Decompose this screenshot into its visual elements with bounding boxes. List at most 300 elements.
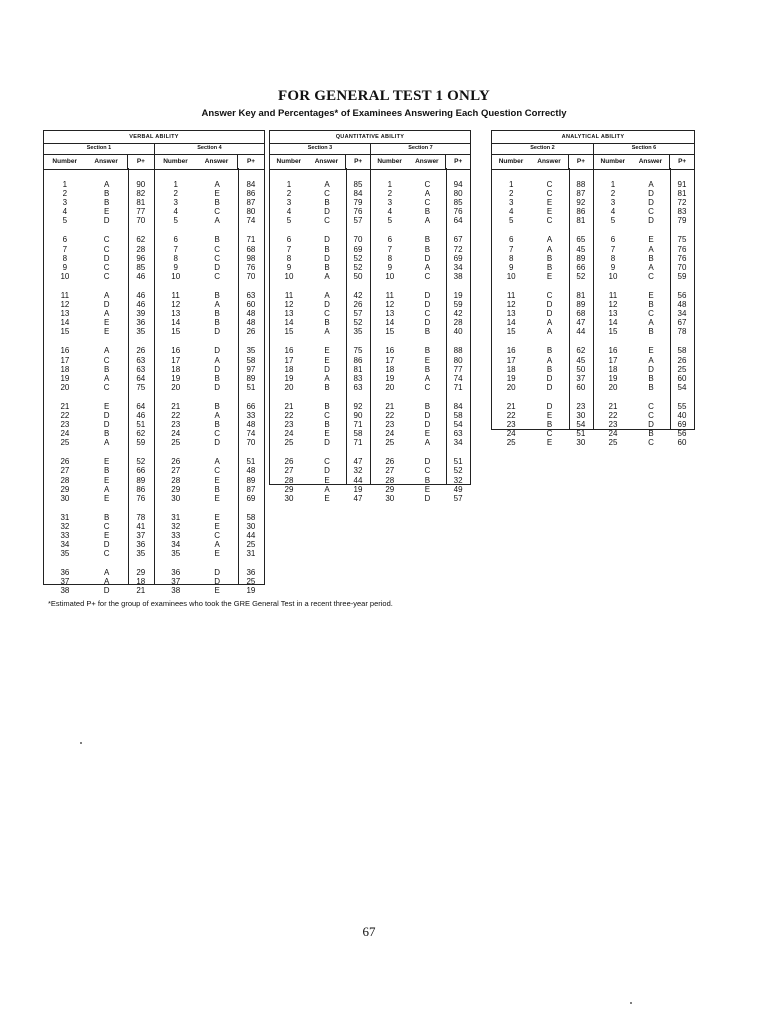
answer-letter: B	[424, 364, 431, 374]
answer-row	[44, 189, 154, 198]
question-number: 5	[62, 216, 68, 226]
answer-letter: D	[214, 568, 220, 578]
answer-row	[155, 346, 264, 355]
question-number: 2	[286, 189, 292, 199]
question-number: 18	[506, 364, 516, 374]
answer-letter: A	[104, 568, 110, 578]
answer-letter: B	[214, 309, 220, 319]
question-number: 15	[171, 327, 181, 337]
question-number: 29	[385, 484, 395, 494]
answer-row	[44, 577, 154, 586]
question-number: 8	[62, 253, 68, 263]
p-plus-value: 51	[136, 420, 146, 430]
p-plus-value: 40	[677, 410, 687, 420]
answer-letter: D	[546, 309, 553, 319]
question-number: 28	[385, 475, 395, 485]
p-plus-value: 89	[136, 475, 146, 485]
question-number: 5	[173, 216, 178, 226]
answer-row	[155, 263, 264, 272]
answer-row	[155, 383, 264, 392]
answer-letter: A	[104, 577, 110, 587]
p-plus-value: 57	[453, 493, 463, 503]
answer-row	[44, 263, 154, 272]
question-number: 11	[385, 290, 394, 300]
answer-row	[155, 577, 264, 586]
answer-row	[594, 235, 694, 244]
answer-letter: B	[214, 373, 220, 383]
group-spacer	[44, 447, 154, 457]
answer-letter: D	[648, 420, 654, 430]
question-number: 19	[284, 373, 294, 383]
answer-row	[492, 189, 593, 198]
question-number: 26	[284, 457, 294, 467]
question-number: 24	[385, 429, 395, 439]
group-spacer	[270, 281, 370, 291]
answer-letter: B	[546, 262, 553, 272]
question-number: 15	[284, 327, 294, 337]
answer-letter: D	[214, 262, 220, 272]
answer-letter: A	[104, 484, 110, 494]
answer-header: Answer	[314, 158, 339, 165]
answer-letter: E	[104, 327, 110, 337]
group-spacer	[44, 336, 154, 346]
question-number: 23	[60, 420, 70, 430]
answer-row	[270, 476, 370, 485]
sections-row	[270, 143, 470, 503]
section-heading: Section 1	[44, 143, 154, 155]
p-plus-value: 82	[136, 189, 146, 199]
question-number: 21	[608, 401, 618, 411]
answer-row	[155, 438, 264, 447]
p-plus-value: 76	[246, 262, 256, 272]
question-number: 15	[385, 327, 395, 337]
section-heading: Section 7	[371, 143, 470, 155]
group-spacer	[155, 447, 264, 457]
question-number: 14	[284, 318, 294, 328]
question-number: 19	[171, 373, 181, 383]
question-number: 9	[508, 262, 514, 272]
question-number: 33	[60, 531, 70, 540]
answer-row	[44, 411, 154, 420]
question-number: 7	[508, 244, 514, 254]
question-number: 10	[284, 271, 294, 281]
answer-row	[594, 272, 694, 281]
question-number: 29	[284, 484, 294, 494]
answer-row	[594, 207, 694, 216]
answer-row	[44, 254, 154, 263]
answer-row	[371, 216, 470, 225]
question-number: 18	[608, 364, 618, 374]
question-number: 14	[385, 318, 395, 328]
question-number: 2	[610, 189, 616, 199]
p-plus-value: 66	[246, 401, 256, 411]
question-number: 6	[62, 235, 68, 245]
section-heading: Section 3	[270, 143, 370, 155]
quantitative-ability-panel	[269, 130, 471, 503]
answer-row	[44, 457, 154, 466]
question-number: 13	[284, 309, 294, 319]
question-number: 7	[173, 244, 178, 254]
p-plus-value: 91	[677, 180, 687, 189]
answer-row	[44, 568, 154, 577]
p-plus-value: 89	[246, 475, 256, 485]
question-number: 7	[62, 244, 68, 254]
p-plus-value: 28	[136, 244, 146, 254]
answer-row	[155, 429, 264, 438]
answer-letter: C	[546, 429, 553, 439]
answer-row	[44, 429, 154, 438]
question-number: 37	[171, 577, 181, 587]
p-plus-value: 30	[576, 438, 586, 448]
question-number: 20	[385, 382, 395, 392]
answer-row	[44, 291, 154, 300]
answer-row	[492, 300, 593, 309]
section-heading: Section 4	[155, 143, 264, 155]
answer-letter: C	[424, 198, 431, 208]
answer-row	[371, 429, 470, 438]
answer-row	[44, 216, 154, 225]
answer-row	[155, 540, 264, 549]
answer-row	[371, 254, 470, 263]
question-number: 38	[60, 586, 70, 596]
p-plus-value: 48	[246, 420, 256, 430]
question-number: 29	[60, 484, 70, 494]
answer-letter: B	[214, 198, 220, 208]
p-plus-value: 69	[353, 244, 363, 254]
answer-row	[371, 263, 470, 272]
question-number: 13	[171, 309, 181, 319]
question-number: 22	[284, 410, 294, 420]
question-number: 22	[506, 410, 516, 420]
answer-letter: D	[324, 235, 330, 245]
question-number: 10	[385, 271, 395, 281]
answer-row	[594, 365, 694, 374]
answer-letter: C	[324, 189, 330, 199]
answer-row	[44, 522, 154, 531]
p-plus-value: 80	[453, 189, 463, 199]
answer-letter: C	[424, 271, 431, 281]
answer-rows	[492, 180, 593, 447]
answer-letter: D	[214, 346, 220, 356]
question-number: 36	[60, 568, 70, 578]
answer-letter: A	[648, 180, 654, 189]
p-plus-value: 86	[576, 207, 586, 217]
answer-letter: C	[214, 207, 220, 217]
p-plus-value: 71	[353, 420, 363, 430]
answer-row	[44, 420, 154, 429]
question-number: 11	[507, 290, 516, 300]
answer-letter: B	[214, 290, 220, 300]
question-number: 30	[60, 493, 70, 503]
question-number: 21	[60, 401, 70, 411]
footnote: *Estimated P+ for the group of examinees who took the GRE General Test in a recent three-year period.	[48, 599, 393, 608]
question-number: 2	[508, 189, 514, 199]
answer-letter: B	[214, 401, 220, 411]
p-plus-value: 36	[136, 540, 146, 550]
answer-letter: B	[324, 318, 330, 328]
answer-row	[44, 383, 154, 392]
p-plus-value: 80	[453, 355, 463, 365]
verbal-ability-panel	[43, 130, 265, 596]
question-number: 17	[506, 355, 516, 365]
question-number: 20	[171, 382, 181, 392]
p-plus-value: 19	[453, 290, 463, 300]
answer-row	[270, 383, 370, 392]
p-plus-value: 85	[136, 262, 146, 272]
answer-letter: B	[424, 346, 431, 356]
p-plus-value: 48	[677, 300, 687, 310]
question-number: 26	[60, 457, 70, 467]
answer-row	[155, 411, 264, 420]
answer-letter: C	[648, 401, 654, 411]
p-plus-value: 79	[677, 216, 687, 226]
p-plus-value: 19	[246, 586, 256, 596]
answer-letter: A	[324, 271, 330, 281]
question-number: 22	[608, 410, 618, 420]
answer-letter: C	[546, 189, 553, 199]
question-number: 5	[387, 216, 393, 226]
answer-letter: C	[324, 309, 330, 319]
answer-row	[44, 327, 154, 336]
question-number: 34	[60, 540, 70, 550]
answer-letter: A	[104, 309, 110, 319]
p-plus-value: 64	[136, 373, 146, 383]
answer-letter: C	[103, 271, 110, 281]
question-number: 24	[608, 429, 618, 439]
p-plus-value: 47	[353, 457, 363, 467]
p-plus-value: 46	[136, 271, 146, 281]
p-plus-value: 46	[136, 290, 146, 300]
question-number: 9	[387, 262, 393, 272]
answer-row	[155, 457, 264, 466]
p-plus-value: 47	[353, 493, 363, 503]
answer-row	[492, 254, 593, 263]
question-number: 1	[610, 180, 616, 189]
answer-letter: D	[214, 364, 220, 374]
question-number: 6	[286, 235, 292, 245]
p-plus-value: 59	[136, 438, 146, 448]
p-plus-value: 37	[136, 531, 146, 540]
p-plus-value: 48	[246, 318, 256, 328]
answer-letter: A	[546, 318, 553, 328]
p-plus-value: 81	[136, 198, 146, 208]
p-plus-value: 57	[353, 309, 363, 319]
p-plus-value: 60	[677, 373, 687, 383]
p-plus-value: 76	[136, 493, 146, 503]
answer-row	[594, 383, 694, 392]
answer-letter: A	[324, 327, 330, 337]
answer-letter: A	[214, 410, 220, 420]
answer-row	[270, 374, 370, 383]
question-number: 16	[284, 346, 294, 356]
answer-letter: C	[648, 438, 654, 448]
question-number: 7	[387, 244, 393, 254]
answer-row	[44, 513, 154, 522]
question-number: 24	[171, 429, 181, 439]
answer-row	[155, 365, 264, 374]
p-plus-value: 52	[136, 457, 146, 467]
answer-letter: B	[546, 346, 553, 356]
p-plus-value: 63	[353, 382, 363, 392]
question-number: 18	[385, 364, 395, 374]
p-plus-value: 25	[246, 540, 256, 550]
answer-row	[492, 216, 593, 225]
answer-rows	[371, 180, 470, 503]
panel-heading: ANALYTICAL ABILITY	[492, 131, 694, 144]
group-spacer	[492, 336, 593, 346]
answer-letter: E	[546, 271, 553, 281]
question-number: 27	[385, 466, 395, 476]
answer-letter: D	[103, 420, 110, 430]
p-plus-value: 32	[453, 475, 463, 485]
scan-speck	[80, 742, 82, 744]
question-number: 14	[506, 318, 516, 328]
answer-row	[371, 374, 470, 383]
question-number: 14	[171, 318, 181, 328]
p-plus-value: 71	[246, 235, 256, 245]
answer-row	[371, 180, 470, 189]
question-number: 1	[173, 180, 178, 189]
p-plus-value: 36	[136, 318, 146, 328]
answer-row	[270, 198, 370, 207]
answer-letter: A	[324, 290, 330, 300]
answer-letter: C	[103, 382, 110, 392]
answer-letter: B	[424, 207, 431, 217]
answer-letter: D	[648, 189, 654, 199]
question-number: 23	[284, 420, 294, 430]
answer-row	[270, 189, 370, 198]
section-column	[593, 143, 694, 448]
answer-letter: D	[546, 401, 553, 411]
question-number: 19	[608, 373, 618, 383]
answer-letter: D	[648, 364, 654, 374]
p-plus-value: 87	[246, 484, 256, 494]
answer-row	[371, 402, 470, 411]
question-number: 3	[173, 198, 178, 208]
answer-row	[155, 531, 264, 540]
p-plus-value: 74	[246, 216, 256, 226]
column-header-row	[371, 155, 470, 170]
question-number: 7	[610, 244, 616, 254]
p-plus-value: 80	[246, 207, 256, 217]
p-plus-value: 52	[353, 318, 363, 328]
answer-letter: A	[214, 457, 220, 467]
answer-row	[270, 365, 370, 374]
p-plus-value: 39	[136, 309, 146, 319]
p-plus-value: 62	[136, 429, 146, 439]
answer-row	[44, 207, 154, 216]
answer-header: Answer	[638, 158, 663, 165]
answer-letter: B	[214, 420, 220, 430]
p-plus-header: P+	[669, 155, 694, 169]
question-number: 5	[610, 216, 616, 226]
p-plus-value: 66	[136, 466, 146, 476]
answer-letter: D	[424, 318, 431, 328]
question-number: 1	[387, 180, 393, 189]
question-number: 18	[171, 364, 181, 374]
p-plus-value: 71	[453, 382, 463, 392]
question-number: 27	[60, 466, 70, 476]
group-spacer	[594, 392, 694, 402]
answer-letter: A	[546, 244, 553, 254]
answer-row	[371, 198, 470, 207]
p-plus-value: 96	[136, 253, 146, 263]
answer-row	[492, 429, 593, 438]
answer-row	[155, 522, 264, 531]
question-number: 13	[506, 309, 516, 319]
column-header-row	[270, 155, 370, 170]
answer-row	[270, 272, 370, 281]
p-plus-value: 37	[576, 373, 586, 383]
p-plus-value: 86	[136, 484, 146, 494]
question-number: 4	[387, 207, 393, 217]
answer-letter: E	[648, 346, 654, 356]
scan-speck	[630, 1002, 632, 1004]
question-number: 19	[506, 373, 516, 383]
column-header-row	[155, 155, 264, 170]
section-column	[370, 143, 470, 503]
answer-row	[155, 272, 264, 281]
group-spacer	[44, 503, 154, 513]
question-number: 22	[171, 410, 181, 420]
question-number: 4	[62, 207, 68, 217]
p-plus-value: 28	[453, 318, 463, 328]
answer-letter: A	[104, 290, 110, 300]
p-plus-value: 54	[576, 420, 586, 430]
answer-letter: C	[546, 216, 553, 226]
group-spacer	[371, 225, 470, 235]
answer-letter: E	[324, 346, 330, 356]
p-plus-header: P+	[568, 155, 593, 169]
p-plus-value: 75	[677, 235, 687, 245]
p-plus-value: 75	[353, 346, 363, 356]
answer-row	[155, 245, 264, 254]
answer-letter: D	[324, 300, 330, 310]
p-plus-value: 89	[576, 300, 586, 310]
group-spacer	[44, 392, 154, 402]
column-header-row	[44, 155, 154, 170]
answer-row	[155, 216, 264, 225]
group-spacer	[44, 281, 154, 291]
p-plus-value: 88	[576, 180, 586, 189]
answer-row	[155, 180, 264, 189]
answer-header: Answer	[204, 158, 229, 165]
answer-row	[155, 402, 264, 411]
question-number: 5	[508, 216, 514, 226]
question-number: 26	[385, 457, 395, 467]
answer-letter: E	[104, 318, 110, 328]
p-plus-value: 64	[136, 401, 146, 411]
answer-row	[155, 476, 264, 485]
p-plus-value: 79	[353, 198, 363, 208]
answer-row	[155, 309, 264, 318]
answer-row	[594, 180, 694, 189]
question-number: 29	[171, 484, 181, 494]
answer-letter: D	[324, 438, 330, 448]
p-plus-value: 59	[453, 300, 463, 310]
answer-letter: B	[214, 318, 220, 328]
answer-row	[44, 198, 154, 207]
answer-row	[155, 549, 264, 558]
answer-row	[594, 429, 694, 438]
answer-letter: D	[103, 253, 110, 263]
question-number: 28	[284, 475, 294, 485]
group-spacer	[44, 225, 154, 235]
answer-row	[371, 383, 470, 392]
p-plus-value: 29	[136, 568, 146, 578]
question-number: 24	[60, 429, 70, 439]
answer-letter: D	[424, 253, 431, 263]
